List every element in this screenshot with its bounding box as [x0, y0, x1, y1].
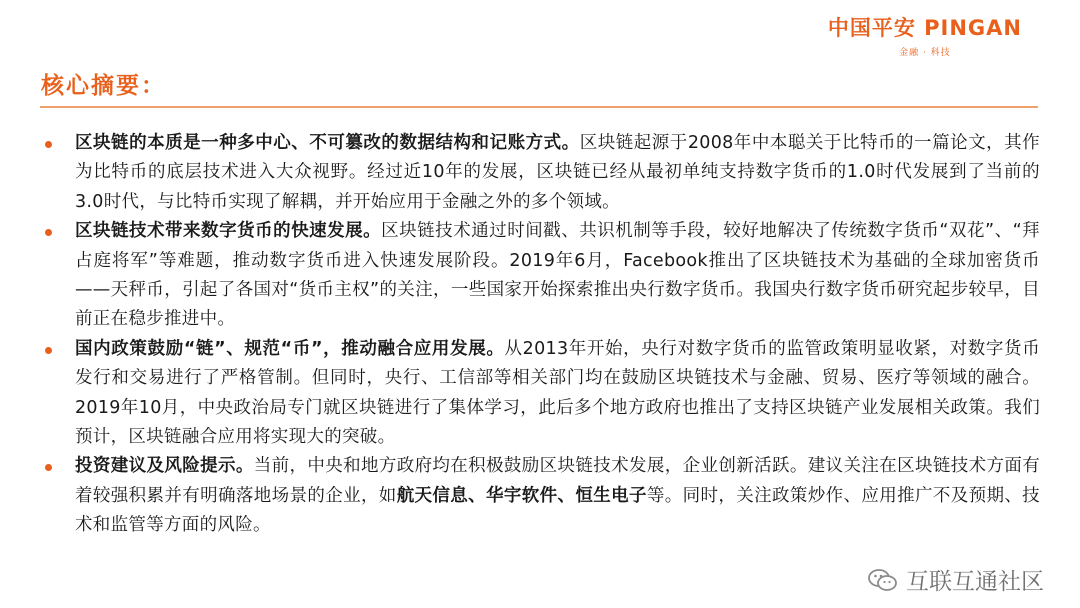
item-text-after: 等。同时，关注政策炒作、应用推广不及预期、技术和监管等方面的风险。 — [75, 485, 1040, 536]
item-highlight-companies: 航天信息、华宇软件、恒生电子 — [396, 485, 647, 506]
summary-list — [44, 129, 1040, 541]
logo-main-text: 中国平安 PINGAN — [827, 16, 1022, 40]
item-lead: 区块链的本质是一种多中心、不可篡改的数据结构和记账方式。 — [75, 133, 580, 153]
summary-item — [44, 217, 1040, 335]
item-lead: 区块链技术带来数字货币的快速发展。 — [75, 221, 382, 242]
watermark-text: 互联互通社区 — [906, 569, 1044, 595]
item-lead: 国内政策鼓励“链”、规范“币”，推动融合应用发展。 — [75, 338, 505, 359]
summary-item — [44, 129, 1040, 217]
bullet-icon — [45, 141, 52, 148]
wechat-icon — [868, 568, 898, 592]
pingan-logo — [828, 12, 1022, 58]
title-divider — [40, 106, 1038, 108]
summary-item — [44, 452, 1040, 540]
item-text: 当前，中央和地方政府均在积极鼓励区块链技术发展，企业创新活跃。建议关注在区块链技术方面有着较强积累并有明确落地场景的企业，如 — [75, 456, 1040, 506]
watermark — [868, 563, 1044, 596]
item-text: 区块链技术通过时间戳、共识机制等手段，较好地解决了传统数字货币“双花”、“拜占庭将军”等难题，推动数字货币进入快速发展阶段。2019年6月，Facebook推出了区块链技术为基础的全球加密货币——天秤币，引起了各国对“货币主权”的关注，一些国家开始探索推出央行数字货币。我国央行数字货币研究起步较早，目前正在稳步推进中。 — [75, 221, 1040, 330]
page-title: 核心摘要： — [41, 73, 166, 99]
summary-item — [44, 335, 1040, 453]
logo-sub-text: 金融 · 科技 — [899, 48, 951, 58]
bullet-icon — [45, 464, 52, 471]
bullet-icon — [45, 229, 52, 236]
item-text: 从2013年开始，央行对数字货币的监管政策明显收紧，对数字货币发行和交易进行了严格管制。但同时，央行、工信部等相关部门均在鼓励区块链技术与金融、贸易、医疗等领域的融合。2019年10月，中央政治局专门就区块链进行了集体学习，此后多个地方政府也推出了支持区块链产业发展相关政策。我们预计，区块链融合应用将实现大的突破。 — [75, 338, 1040, 448]
item-text: 区块链起源于2008年中本聪关于比特币的一篇论文，其作为比特币的底层技术进入大众视野。经过近10年的发展，区块链已经从最初单纯支持数字货币的1.0时代发展到了当前的3.0时代，与比特币实现了解耦，并开始应用于金融之外的多个领域。 — [75, 133, 1040, 212]
bullet-icon — [45, 347, 52, 354]
item-lead: 投资建议及风险提示。 — [75, 456, 254, 477]
